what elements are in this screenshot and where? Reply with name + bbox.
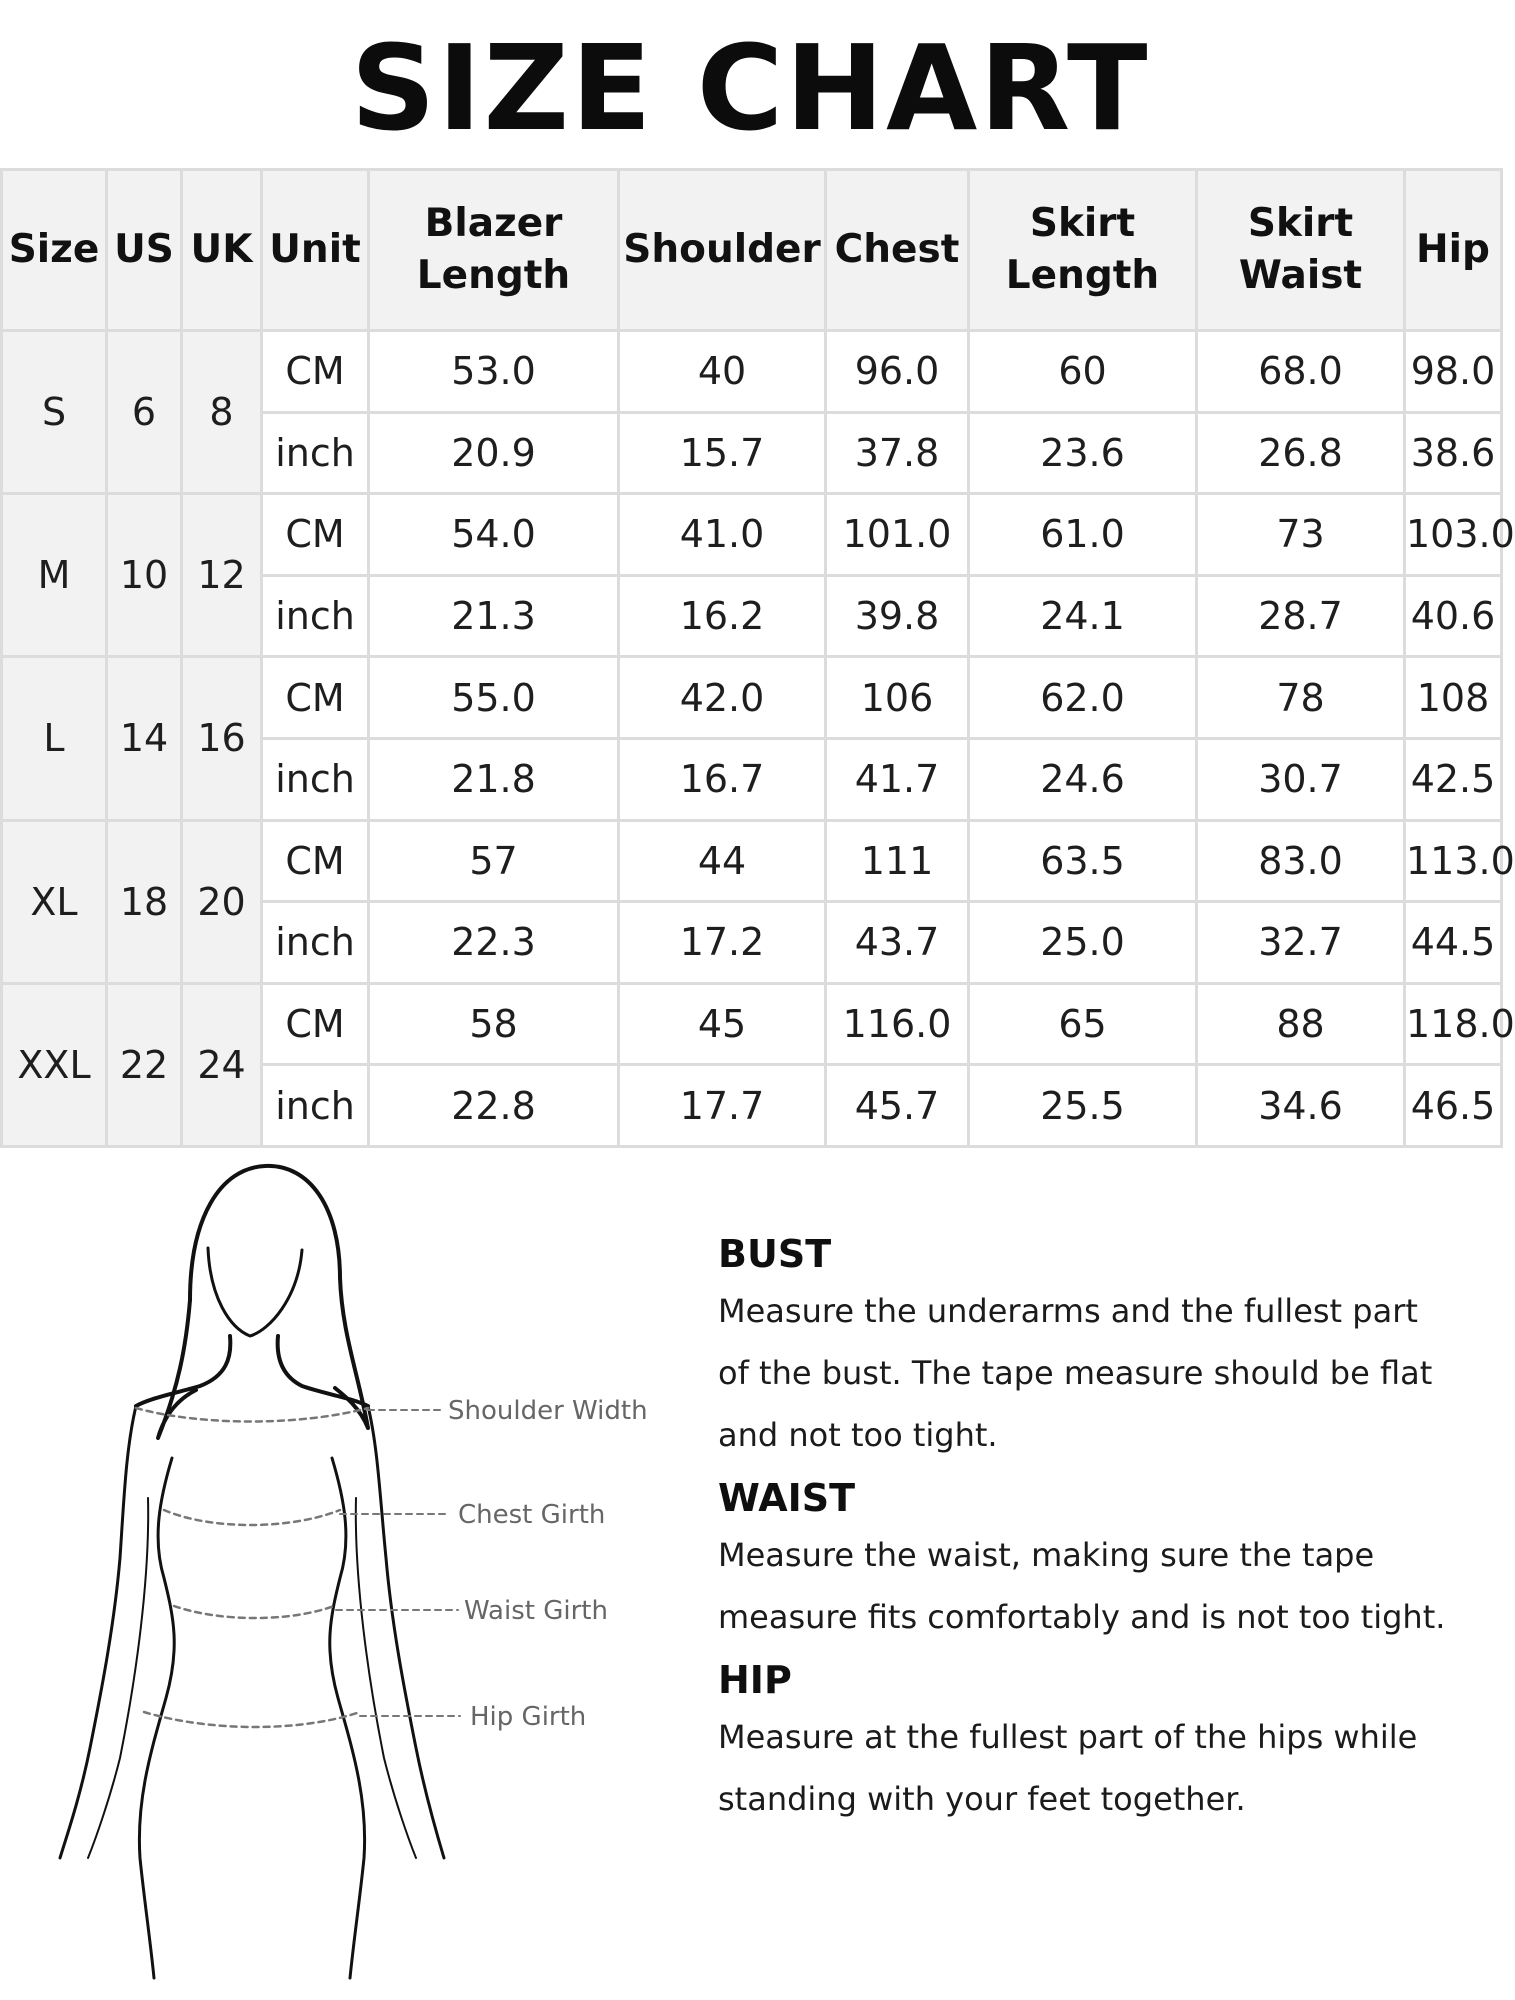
measurement-guide	[718, 1228, 1458, 1836]
size-cell: S	[2, 331, 107, 494]
column-header: Blazer Length	[369, 170, 619, 331]
measurement-cell: 65	[969, 983, 1197, 1065]
unit-cell: inch	[262, 738, 369, 820]
left-arm	[60, 1406, 136, 1858]
measurement-cell: 41.7	[826, 738, 969, 820]
us-cell: 10	[107, 494, 182, 657]
measurement-cell: 17.2	[619, 902, 826, 984]
hip-heading: HIP	[718, 1658, 792, 1702]
table-row	[2, 331, 1502, 413]
column-header: Chest	[826, 170, 969, 331]
measurement-cell: 106	[826, 657, 969, 739]
unit-cell: CM	[262, 820, 369, 902]
waist-girth-label: Waist Girth	[464, 1596, 608, 1626]
hip-girth-label: Hip Girth	[470, 1702, 587, 1732]
unit-cell: inch	[262, 575, 369, 657]
measurement-cell: 15.7	[619, 412, 826, 494]
measurement-cell: 16.2	[619, 575, 826, 657]
measurement-cell: 68.0	[1197, 331, 1405, 413]
measurement-cell: 20.9	[369, 412, 619, 494]
measurement-cell: 96.0	[826, 331, 969, 413]
measurement-cell: 17.7	[619, 1065, 826, 1147]
measurement-cell: 108	[1405, 657, 1502, 739]
uk-cell: 24	[182, 983, 262, 1146]
measurement-cell: 40.6	[1405, 575, 1502, 657]
size-table	[0, 168, 1515, 1148]
size-cell: XXL	[2, 983, 107, 1146]
measurement-cell: 38.6	[1405, 412, 1502, 494]
measurement-cell: 45.7	[826, 1065, 969, 1147]
measurement-cell: 32.7	[1197, 902, 1405, 984]
bust-instructions: Measure the underarms and the fullest part of the bust. The tape measure should be flat and not too tight.	[718, 1292, 1433, 1454]
us-cell: 22	[107, 983, 182, 1146]
shoulder-width-label: Shoulder Width	[448, 1396, 648, 1426]
measurement-cell: 34.6	[1197, 1065, 1405, 1147]
column-header: Size	[2, 170, 107, 331]
measurement-cell: 37.8	[826, 412, 969, 494]
column-header: UK	[182, 170, 262, 331]
uk-cell: 16	[182, 657, 262, 820]
uk-cell: 12	[182, 494, 262, 657]
measurement-cell: 25.0	[969, 902, 1197, 984]
waist-heading: WAIST	[718, 1476, 856, 1520]
table-row	[2, 494, 1502, 576]
measurement-cell: 25.5	[969, 1065, 1197, 1147]
us-cell: 14	[107, 657, 182, 820]
measurement-cell: 39.8	[826, 575, 969, 657]
measurement-cell: 58	[369, 983, 619, 1065]
measurement-cell: 88	[1197, 983, 1405, 1065]
chest-tape	[164, 1510, 340, 1525]
column-header: Skirt Waist	[1197, 170, 1405, 331]
unit-cell: CM	[262, 331, 369, 413]
uk-cell: 20	[182, 820, 262, 983]
unit-cell: inch	[262, 412, 369, 494]
measurement-cell: 45	[619, 983, 826, 1065]
measurement-cell: 28.7	[1197, 575, 1405, 657]
female-silhouette-illustration	[40, 1158, 680, 1978]
body-measurement-figure	[40, 1158, 680, 1978]
us-cell: 18	[107, 820, 182, 983]
table-header-row	[2, 170, 1502, 331]
measurement-cell: 78	[1197, 657, 1405, 739]
measurement-cell: 42.5	[1405, 738, 1502, 820]
measurement-cell: 26.8	[1197, 412, 1405, 494]
bust-heading: BUST	[718, 1232, 832, 1276]
unit-cell: inch	[262, 1065, 369, 1147]
measurement-cell: 98.0	[1405, 331, 1502, 413]
measurement-cell: 60	[969, 331, 1197, 413]
hip-tape	[144, 1712, 360, 1727]
column-header: Shoulder	[619, 170, 826, 331]
column-header: Hip	[1405, 170, 1502, 331]
unit-cell: CM	[262, 494, 369, 576]
measurement-cell: 57	[369, 820, 619, 902]
measurement-cell: 73	[1197, 494, 1405, 576]
us-cell: 6	[107, 331, 182, 494]
measurement-cell: 22.8	[369, 1065, 619, 1147]
measurement-cell: 113.0	[1405, 820, 1502, 902]
unit-cell: CM	[262, 983, 369, 1065]
table-row	[2, 657, 1502, 739]
measurement-cell: 46.5	[1405, 1065, 1502, 1147]
measurement-cell: 111	[826, 820, 969, 902]
measurement-cell: 23.6	[969, 412, 1197, 494]
waist-tape	[174, 1606, 334, 1618]
measurement-cell: 61.0	[969, 494, 1197, 576]
waist-instructions: Measure the waist, making sure the tape measure fits comfortably and is not too tight.	[718, 1536, 1446, 1636]
measurement-cell: 54.0	[369, 494, 619, 576]
unit-cell: inch	[262, 902, 369, 984]
face-outline	[208, 1248, 302, 1336]
hip-instructions: Measure at the fullest part of the hips while standing with your feet together.	[718, 1718, 1418, 1818]
measurement-cell: 30.7	[1197, 738, 1405, 820]
column-header: Skirt Length	[969, 170, 1197, 331]
size-cell: XL	[2, 820, 107, 983]
measurement-cell: 62.0	[969, 657, 1197, 739]
measurement-cell: 118.0	[1405, 983, 1502, 1065]
left-inner-arm	[88, 1498, 148, 1858]
column-header: US	[107, 170, 182, 331]
measurement-cell: 24.1	[969, 575, 1197, 657]
measurement-cell: 53.0	[369, 331, 619, 413]
table-row	[2, 983, 1502, 1065]
measurement-cell: 101.0	[826, 494, 969, 576]
table-row	[2, 820, 1502, 902]
measurement-cell: 40	[619, 331, 826, 413]
chest-girth-label: Chest Girth	[458, 1500, 606, 1530]
measurement-cell: 22.3	[369, 902, 619, 984]
measurement-cell: 44.5	[1405, 902, 1502, 984]
size-cell: L	[2, 657, 107, 820]
measurement-cell: 103.0	[1405, 494, 1502, 576]
measurement-cell: 41.0	[619, 494, 826, 576]
right-arm	[368, 1406, 444, 1858]
unit-cell: CM	[262, 657, 369, 739]
page-title: SIZE CHART	[350, 19, 1150, 157]
measurement-cell: 16.7	[619, 738, 826, 820]
column-header: Unit	[262, 170, 369, 331]
measurement-cell: 55.0	[369, 657, 619, 739]
measurement-cell: 116.0	[826, 983, 969, 1065]
size-cell: M	[2, 494, 107, 657]
measurement-cell: 63.5	[969, 820, 1197, 902]
measurement-cell: 43.7	[826, 902, 969, 984]
measurement-cell: 24.6	[969, 738, 1197, 820]
measurement-cell: 21.3	[369, 575, 619, 657]
measurement-cell: 42.0	[619, 657, 826, 739]
measurement-cell: 83.0	[1197, 820, 1405, 902]
measurement-cell: 21.8	[369, 738, 619, 820]
uk-cell: 8	[182, 331, 262, 494]
measurement-cell: 44	[619, 820, 826, 902]
